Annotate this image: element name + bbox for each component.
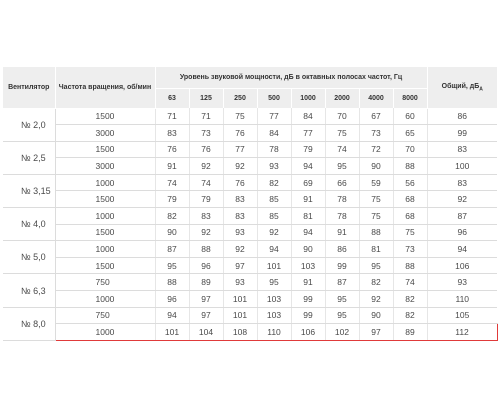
band-value-cell: 78 — [257, 141, 291, 158]
band-value-cell: 84 — [291, 108, 325, 125]
band-value-cell: 91 — [291, 191, 325, 208]
speed-cell: 3000 — [55, 158, 155, 175]
band-value-cell: 70 — [325, 108, 359, 125]
speed-cell: 1000 — [55, 324, 155, 341]
band-value-cell: 66 — [325, 174, 359, 191]
header-speed: Частота вращения, об/мин — [55, 67, 155, 108]
table-row — [3, 158, 497, 175]
fan-model-cell: № 4,0 — [3, 208, 55, 241]
band-value-cell: 96 — [155, 291, 189, 308]
band-value-cell: 83 — [223, 208, 257, 225]
band-value-cell: 99 — [291, 291, 325, 308]
band-value-cell: 81 — [291, 208, 325, 225]
band-value-cell: 101 — [155, 324, 189, 341]
band-value-cell: 93 — [257, 158, 291, 175]
band-value-cell: 95 — [155, 257, 189, 274]
band-value-cell: 89 — [393, 324, 427, 341]
band-value-cell: 85 — [257, 191, 291, 208]
total-cell: 112 — [427, 324, 497, 341]
fan-model-cell: № 3,15 — [3, 174, 55, 207]
total-cell: 86 — [427, 108, 497, 125]
band-value-cell: 75 — [223, 108, 257, 125]
band-value-cell: 95 — [257, 274, 291, 291]
band-value-cell: 101 — [257, 257, 291, 274]
header-band-500: 500 — [257, 89, 291, 109]
band-value-cell: 65 — [393, 125, 427, 142]
band-value-cell: 101 — [223, 291, 257, 308]
band-value-cell: 85 — [257, 208, 291, 225]
fan-model-cell: № 8,0 — [3, 307, 55, 340]
table-row — [3, 307, 497, 324]
band-value-cell: 97 — [359, 324, 393, 341]
total-cell: 110 — [427, 291, 497, 308]
table-header — [3, 67, 497, 108]
band-value-cell: 89 — [189, 274, 223, 291]
fan-model-cell: № 5,0 — [3, 241, 55, 274]
noise-table-container — [0, 67, 500, 341]
table-row — [3, 141, 497, 158]
header-fan: Вентилятор — [3, 67, 55, 108]
total-cell: 100 — [427, 158, 497, 175]
band-value-cell: 88 — [189, 241, 223, 258]
total-cell: 106 — [427, 257, 497, 274]
total-cell: 83 — [427, 174, 497, 191]
band-value-cell: 92 — [223, 241, 257, 258]
speed-cell: 750 — [55, 274, 155, 291]
table-row — [3, 274, 497, 291]
band-value-cell: 68 — [393, 208, 427, 225]
band-value-cell: 83 — [223, 191, 257, 208]
band-value-cell: 82 — [393, 307, 427, 324]
speed-cell: 3000 — [55, 125, 155, 142]
band-value-cell: 91 — [155, 158, 189, 175]
band-value-cell: 92 — [223, 158, 257, 175]
speed-cell: 1500 — [55, 141, 155, 158]
speed-cell: 1000 — [55, 291, 155, 308]
band-value-cell: 76 — [155, 141, 189, 158]
band-value-cell: 91 — [325, 224, 359, 241]
band-value-cell: 71 — [155, 108, 189, 125]
band-value-cell: 104 — [189, 324, 223, 341]
band-value-cell: 90 — [359, 158, 393, 175]
band-value-cell: 94 — [291, 158, 325, 175]
band-value-cell: 76 — [189, 141, 223, 158]
table-row — [3, 224, 497, 241]
band-value-cell: 97 — [223, 257, 257, 274]
band-value-cell: 59 — [359, 174, 393, 191]
band-value-cell: 81 — [359, 241, 393, 258]
band-value-cell: 77 — [223, 141, 257, 158]
band-value-cell: 108 — [223, 324, 257, 341]
table-row — [3, 291, 497, 308]
fan-model-cell: № 2,5 — [3, 141, 55, 174]
noise-table — [3, 67, 498, 341]
header-total-sub: А — [479, 85, 483, 92]
band-value-cell: 93 — [223, 224, 257, 241]
band-value-cell: 83 — [155, 125, 189, 142]
band-value-cell: 68 — [393, 191, 427, 208]
fan-model-cell: № 6,3 — [3, 274, 55, 307]
band-value-cell: 74 — [325, 141, 359, 158]
band-value-cell: 95 — [325, 158, 359, 175]
table-row — [3, 108, 497, 125]
band-value-cell: 88 — [393, 158, 427, 175]
speed-cell: 750 — [55, 307, 155, 324]
speed-cell: 1500 — [55, 224, 155, 241]
header-band-1000: 1000 — [291, 89, 325, 109]
band-value-cell: 74 — [189, 174, 223, 191]
band-value-cell: 95 — [359, 257, 393, 274]
band-value-cell: 69 — [291, 174, 325, 191]
speed-cell: 1000 — [55, 241, 155, 258]
band-value-cell: 75 — [359, 208, 393, 225]
header-band-8000: 8000 — [393, 89, 427, 109]
total-cell: 92 — [427, 191, 497, 208]
total-cell: 83 — [427, 141, 497, 158]
band-value-cell: 82 — [155, 208, 189, 225]
band-value-cell: 74 — [155, 174, 189, 191]
band-value-cell: 71 — [189, 108, 223, 125]
band-value-cell: 82 — [393, 291, 427, 308]
table-row — [3, 241, 497, 258]
band-value-cell: 92 — [359, 291, 393, 308]
band-value-cell: 96 — [189, 257, 223, 274]
band-value-cell: 73 — [393, 241, 427, 258]
table-row — [3, 125, 497, 142]
speed-cell: 1500 — [55, 108, 155, 125]
band-value-cell: 56 — [393, 174, 427, 191]
band-value-cell: 77 — [291, 125, 325, 142]
speed-cell: 1500 — [55, 191, 155, 208]
band-value-cell: 110 — [257, 324, 291, 341]
band-value-cell: 82 — [257, 174, 291, 191]
total-cell: 94 — [427, 241, 497, 258]
speed-cell: 1000 — [55, 208, 155, 225]
table-row — [3, 324, 497, 341]
header-total-label: Общий, дБ — [441, 82, 480, 90]
band-value-cell: 67 — [359, 108, 393, 125]
band-value-cell: 73 — [359, 125, 393, 142]
band-value-cell: 84 — [257, 125, 291, 142]
band-value-cell: 78 — [325, 208, 359, 225]
header-band-250: 250 — [223, 89, 257, 109]
header-bands-title: Уровень звуковой мощности, дБ в октавных полосах частот, Гц — [155, 67, 427, 89]
band-value-cell: 75 — [393, 224, 427, 241]
band-value-cell: 97 — [189, 307, 223, 324]
band-value-cell: 90 — [291, 241, 325, 258]
band-value-cell: 94 — [291, 224, 325, 241]
band-value-cell: 73 — [189, 125, 223, 142]
band-value-cell: 79 — [155, 191, 189, 208]
table-row — [3, 174, 497, 191]
table-row — [3, 191, 497, 208]
band-value-cell: 88 — [155, 274, 189, 291]
band-value-cell: 60 — [393, 108, 427, 125]
band-value-cell: 88 — [393, 257, 427, 274]
total-cell: 93 — [427, 274, 497, 291]
band-value-cell: 76 — [223, 174, 257, 191]
header-band-2000: 2000 — [325, 89, 359, 109]
band-value-cell: 74 — [393, 274, 427, 291]
speed-cell: 1000 — [55, 174, 155, 191]
band-value-cell: 75 — [325, 125, 359, 142]
table-body — [3, 108, 497, 340]
speed-cell: 1500 — [55, 257, 155, 274]
header-total — [427, 67, 497, 108]
band-value-cell: 103 — [257, 307, 291, 324]
band-value-cell: 92 — [257, 224, 291, 241]
band-value-cell: 93 — [223, 274, 257, 291]
table-row — [3, 257, 497, 274]
band-value-cell: 92 — [189, 158, 223, 175]
band-value-cell: 77 — [257, 108, 291, 125]
band-value-cell: 87 — [155, 241, 189, 258]
band-value-cell: 83 — [189, 208, 223, 225]
header-band-4000: 4000 — [359, 89, 393, 109]
band-value-cell: 91 — [291, 274, 325, 291]
band-value-cell: 86 — [325, 241, 359, 258]
band-value-cell: 103 — [291, 257, 325, 274]
band-value-cell: 72 — [359, 141, 393, 158]
table-row — [3, 208, 497, 225]
band-value-cell: 95 — [325, 307, 359, 324]
band-value-cell: 94 — [155, 307, 189, 324]
band-value-cell: 94 — [257, 241, 291, 258]
band-value-cell: 76 — [223, 125, 257, 142]
fan-model-cell: № 2,0 — [3, 108, 55, 141]
band-value-cell: 82 — [359, 274, 393, 291]
band-value-cell: 102 — [325, 324, 359, 341]
header-band-125: 125 — [189, 89, 223, 109]
band-value-cell: 99 — [291, 307, 325, 324]
total-cell: 96 — [427, 224, 497, 241]
band-value-cell: 88 — [359, 224, 393, 241]
band-value-cell: 79 — [189, 191, 223, 208]
band-value-cell: 92 — [189, 224, 223, 241]
band-value-cell: 103 — [257, 291, 291, 308]
band-value-cell: 90 — [359, 307, 393, 324]
header-band-63: 63 — [155, 89, 189, 109]
total-cell: 105 — [427, 307, 497, 324]
band-value-cell: 87 — [325, 274, 359, 291]
band-value-cell: 78 — [325, 191, 359, 208]
band-value-cell: 101 — [223, 307, 257, 324]
band-value-cell: 97 — [189, 291, 223, 308]
band-value-cell: 90 — [155, 224, 189, 241]
band-value-cell: 95 — [325, 291, 359, 308]
band-value-cell: 75 — [359, 191, 393, 208]
band-value-cell: 70 — [393, 141, 427, 158]
total-cell: 99 — [427, 125, 497, 142]
band-value-cell: 99 — [325, 257, 359, 274]
total-cell: 87 — [427, 208, 497, 225]
band-value-cell: 106 — [291, 324, 325, 341]
band-value-cell: 79 — [291, 141, 325, 158]
